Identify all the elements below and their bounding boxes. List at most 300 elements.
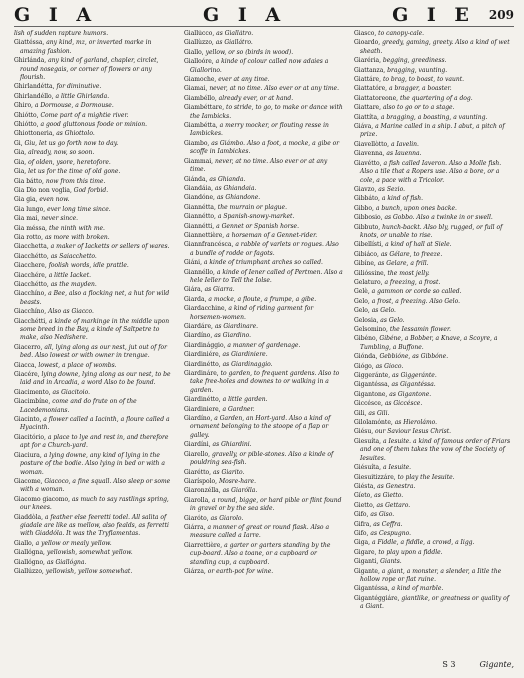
dictionary-entry	[14, 514, 174, 539]
dictionary-entry	[184, 232, 344, 240]
dictionary-entry	[14, 452, 174, 477]
dictionary-entry	[184, 269, 344, 286]
definition: now from this time.	[45, 177, 106, 185]
definition: already, now, so soon.	[28, 149, 95, 157]
headword: Giandóne,	[184, 194, 215, 202]
definition: a lying downe, any kind of lying in the posture of the bodie. Also lying in bed or with a woman.	[20, 451, 165, 476]
definition: as Giardinaggio.	[222, 360, 273, 368]
definition: a Garden, an Hort-yard. Also a kind of ornament belonging to the stoope of a flap or galley.	[190, 415, 331, 439]
dictionary-entry	[184, 85, 344, 93]
dictionary-entry	[354, 438, 514, 463]
definition: a kinde of triumphant arches so called.	[203, 259, 323, 267]
headword: Ghiótto,	[14, 121, 39, 129]
dictionary-entry	[184, 30, 344, 38]
headword: Gibbosio,	[354, 214, 383, 222]
headword: Giaddòla,	[14, 513, 43, 521]
headword: Giára,	[184, 286, 203, 294]
headword: Giavzo,	[354, 185, 377, 193]
headword: Gia bátto,	[14, 177, 44, 185]
dictionary-entry	[354, 530, 514, 538]
definition: already ever, or at hand.	[218, 94, 294, 102]
headword: Gibíne,	[354, 260, 376, 268]
definition: the Iessamin flower.	[389, 326, 452, 333]
headword: Giga,	[354, 539, 371, 547]
definition: a maker of Iacketts or sellers of wares.	[50, 243, 170, 251]
dictionary-entry	[14, 478, 174, 495]
dictionary-entry	[184, 122, 344, 139]
headword: Giesuíta,	[354, 437, 382, 445]
definition: or earth-pot for wine.	[207, 567, 274, 575]
headword: Giardinággio,	[184, 341, 226, 349]
definition: to canopy-cale.	[378, 30, 425, 37]
dictionary-entry	[184, 76, 344, 84]
dictionary-entry	[354, 585, 514, 593]
headword: Gili,	[354, 409, 367, 417]
headword: Gia,	[14, 168, 27, 176]
dictionary-entry	[354, 95, 514, 103]
definition: as Gioco.	[375, 362, 404, 370]
definition: to play upon a fiddle.	[378, 548, 443, 556]
headword: Gelsomino,	[354, 326, 388, 333]
dictionary-entry	[354, 123, 514, 140]
dictionary-entry	[14, 389, 174, 397]
headword: Gelaturo,	[354, 278, 383, 286]
headword: Giannettière,	[184, 231, 225, 239]
dictionary-entry	[354, 335, 514, 352]
headword: Giardíno,	[184, 415, 213, 423]
dictionary-entry	[354, 30, 514, 38]
definition: as Saiacchetto.	[50, 252, 97, 260]
headword: Giattéssa,	[14, 39, 45, 47]
definition: as Iauenna.	[386, 150, 422, 158]
headword: Giacca,	[14, 361, 37, 369]
dictionary-entry	[354, 381, 514, 389]
dictionary-entry	[14, 281, 174, 289]
headword: Giardiniére,	[184, 351, 221, 359]
definition: a Marine called in a ship. I abut, a pitch of prize.	[360, 123, 505, 139]
dictionary-entry	[14, 496, 174, 513]
headword: Giandáia,	[184, 184, 213, 192]
headword: Giacére,	[14, 371, 40, 379]
headword: Giardacchine,	[184, 305, 227, 313]
definition: as Giallátro.	[216, 30, 254, 37]
dictionary-entry	[184, 49, 344, 57]
definition: as Cespugno.	[370, 529, 411, 537]
headword: Giésta,	[354, 482, 376, 490]
definition: ever long time since.	[47, 205, 111, 213]
definition: as Giardiniere.	[222, 351, 268, 359]
column-2	[184, 30, 344, 658]
headword: Giacome,	[14, 477, 43, 485]
dictionary-entry	[354, 391, 514, 399]
definition: a frost, a freezing. Also Gelo.	[371, 297, 461, 305]
headword: Gilióssine,	[354, 269, 386, 277]
headword: Gilolamónte,	[354, 419, 393, 427]
dictionary-entry	[184, 542, 344, 567]
dictionary-entry	[14, 434, 174, 451]
headword: Gelè,	[354, 288, 370, 296]
definition: to stride, to go, to make or dance with the Iambicks.	[190, 104, 343, 120]
headword: Giambéttare,	[184, 104, 225, 112]
definition: Come part of a mightie river.	[40, 111, 129, 119]
headword: Gigantéssa,	[354, 381, 390, 389]
headword: Gíeto,	[354, 492, 373, 500]
definition: as Gietto.	[374, 492, 404, 500]
headword: Giggeránte,	[354, 372, 391, 380]
definition: as Giallógna.	[46, 558, 87, 566]
definition: the murrain or plague.	[217, 203, 287, 211]
headword: Giambo,	[184, 139, 210, 147]
dictionary-entry	[354, 307, 514, 315]
dictionary-entry	[184, 39, 344, 47]
definition: a horseman of a Gennet-rider.	[226, 231, 318, 239]
definition: the ninth with me.	[49, 224, 105, 232]
dictionary-entry	[14, 168, 174, 176]
headword: Giacomo giacomo,	[14, 495, 70, 503]
definition: any kind, mz, or inverted marke in amazing fashion.	[20, 39, 152, 55]
definition: gravelly, or pible-stones. Also a kinde of pouldring sea-fish.	[190, 450, 334, 467]
dictionary-entry	[14, 159, 174, 167]
dictionary-entry	[354, 410, 514, 418]
headword: Gigare,	[354, 548, 377, 556]
definition: a little Ghirlanda.	[55, 92, 110, 100]
headword: Giganti,	[354, 558, 379, 566]
definition: as Giarito.	[212, 468, 245, 476]
definition: as Hierolámo.	[394, 419, 438, 427]
dictionary-entry	[14, 215, 174, 223]
headword: Giacchétti,	[14, 317, 48, 325]
definition: as Giarolo.	[210, 514, 244, 522]
definition: Giants.	[380, 558, 402, 566]
dictionary-entry	[14, 371, 174, 388]
dictionary-entry	[14, 344, 174, 361]
headword: Giallúzzo,	[14, 567, 44, 575]
definition: a little Iacket.	[48, 271, 92, 279]
definition: a kinde of markinge in the middle upon some breed in the Bay, a kinde of Saltpetre to make, also Nedishere.	[20, 317, 170, 342]
definition: as Giardinare.	[214, 323, 259, 330]
headword: Giacimbíne,	[14, 398, 51, 406]
dictionary-entry	[14, 362, 174, 370]
dictionary-entry	[14, 30, 174, 38]
dictionary-entry	[354, 400, 514, 408]
dictionary-entry	[184, 194, 344, 202]
definition: a Gennet or Spanish horse.	[216, 222, 299, 230]
definition: a fish called Iaveron. Also a Molle fish. Also a tile that a Ropers use. Also a bore, or a cole, a pace with a Tricolor.	[360, 159, 502, 184]
dictionary-entry	[354, 224, 514, 241]
headword: Gibiáco,	[354, 250, 379, 258]
headword: Gia Dio non voglia,	[14, 186, 72, 194]
definition: a manner of great or round flask. Also a measure called a Iarre.	[190, 523, 330, 540]
dictionary-entry	[184, 241, 344, 258]
headword: Giacchetta,	[14, 243, 49, 251]
dictionary-entry	[354, 76, 514, 84]
header-center-guideword: G I A	[203, 4, 287, 26]
dictionary-entry	[354, 326, 514, 334]
definition: to garden, to frequent gardens. Also to take free-holes and downes to or walking in a garden.	[190, 370, 340, 394]
dictionary-entry	[184, 515, 344, 523]
definition: giantlike, or greatness or quality of a Giant.	[360, 594, 510, 611]
headword: Gibbo,	[354, 204, 374, 212]
definition: a rabble of varlets or rogues. Also a bundle of rodde or fagots.	[190, 241, 339, 257]
dictionary-entry	[354, 317, 514, 325]
definition: Also as Giacco.	[48, 308, 94, 316]
headword: Giccésce,	[354, 400, 383, 408]
dictionary-entry	[184, 415, 344, 440]
headword: Giattanza,	[354, 66, 386, 74]
definition: yellow, or so (birds in wood).	[205, 48, 294, 56]
dictionary-entry	[14, 130, 174, 138]
dictionary-entry	[354, 363, 514, 371]
definition: a Dormouse, a Dormouse.	[34, 102, 114, 110]
headword: Giattáre,	[354, 76, 382, 84]
headword: Giardinétto,	[184, 396, 221, 404]
dictionary-entry	[184, 351, 344, 359]
definition: a place to lye and rest in, and therefore apt for a Church-yard.	[20, 433, 169, 450]
dictionary-entry	[354, 474, 514, 482]
dictionary-entry	[14, 57, 174, 82]
definition: as Ceffra.	[373, 520, 403, 528]
headword: Giarda,	[184, 295, 207, 303]
dictionary-entry	[14, 102, 174, 110]
headword: Giallógno,	[14, 558, 45, 566]
headword: Gia gia,	[14, 196, 38, 204]
dictionary-entry	[354, 241, 514, 249]
definition: any kind of garland, chapler, circlet, round nosegais, or corner of flowers or any flourish.	[20, 57, 159, 82]
signature-mark: S 3	[442, 660, 456, 669]
headword: Giáva,	[354, 123, 374, 131]
dictionary-entry	[354, 279, 514, 287]
headword: Gibbuto,	[354, 223, 381, 231]
headword: Giacitório,	[14, 433, 46, 441]
definition: as Giallátro.	[215, 39, 253, 47]
definition: a gammon or corde so called.	[371, 288, 462, 296]
definition: Mosre-hare.	[218, 477, 257, 485]
dictionary-entry	[354, 114, 514, 122]
definition: lish of sudden rapture humors.	[14, 30, 109, 37]
definition: a garter or garters standing by the cup-board. Also a toane, or a cupboard or standing cup, a cupboard.	[190, 541, 331, 566]
headword: Giacchere,	[14, 262, 47, 270]
definition: as more with broken.	[44, 233, 110, 241]
headword: Giacchére,	[14, 271, 47, 279]
definition: a kind of hall at Siele.	[385, 241, 452, 249]
dictionary-entry	[354, 251, 514, 259]
definition: yellowish, yellow somewhat.	[45, 567, 133, 575]
headword: Giamai,	[184, 85, 208, 93]
headword: Giamoche,	[184, 76, 217, 84]
definition: as Gelo.	[371, 307, 396, 315]
dictionary-entry	[184, 406, 344, 414]
dictionary-entry	[14, 112, 174, 120]
definition: as Gelare, a frill.	[377, 260, 429, 268]
headword: Gia rotto,	[14, 233, 44, 241]
definition: the most jelly.	[387, 269, 430, 277]
dictionary-entry	[184, 176, 344, 184]
headword: Giacchíno,	[14, 308, 47, 316]
dictionary-entry	[14, 140, 174, 148]
running-header	[14, 4, 514, 26]
dictionary-entry	[354, 511, 514, 519]
dictionary-entry	[14, 290, 174, 307]
dictionary-entry	[14, 225, 174, 233]
definition: foolish words, idle prattle.	[48, 262, 129, 270]
headword: Gifo,	[354, 529, 369, 537]
headword: Gietto,	[354, 501, 375, 509]
dictionary-entry	[184, 332, 344, 340]
headword: Giaríspolo,	[184, 477, 218, 485]
headword: Gia méssa,	[14, 224, 48, 232]
headword: Gia,	[14, 158, 27, 166]
dictionary-entry	[354, 186, 514, 194]
headword: Ghirlandétta,	[14, 83, 55, 91]
definition: a freezing, a frost.	[384, 278, 441, 286]
headword: Giallúcco,	[184, 30, 215, 37]
headword: Giacchíno,	[14, 290, 47, 298]
dictionary-entry	[354, 270, 514, 278]
headword: Giésu,	[354, 428, 374, 436]
dictionary-entry	[184, 396, 344, 404]
definition: as Ghiardini.	[212, 441, 252, 449]
definition: as Sezio.	[378, 185, 405, 193]
definition: as Giacitoio.	[52, 388, 91, 396]
dictionary-entry	[184, 370, 344, 395]
definition: as much to say rastlings spring, our knees.	[20, 495, 169, 512]
definition: a bunch, upon ones backe.	[375, 204, 457, 212]
dictionary-entry	[14, 262, 174, 270]
definition: to brag, to boast, to vaunt.	[382, 76, 465, 84]
headword: Giannéllo,	[184, 268, 215, 276]
dictionary-entry	[184, 497, 344, 514]
dictionary-entry	[354, 288, 514, 296]
definition: a merry mocker, or flouting resse in Iambickes.	[190, 122, 329, 138]
dictionary-entry	[354, 428, 514, 436]
headword: Giattare,	[354, 104, 382, 112]
headword: Gigante,	[354, 567, 380, 575]
definition: as Gobbo. Also a twinke in or swell.	[384, 214, 493, 222]
definition: hunch-backt. Also bly, rugged, or full of knots, or unable to rise.	[360, 223, 503, 239]
headword: Gibellísti,	[354, 241, 384, 249]
dictionary-entry	[354, 502, 514, 510]
headword: Giannétta,	[184, 203, 216, 211]
definition: as Genestra.	[377, 482, 416, 490]
dictionary-entry	[184, 568, 344, 576]
headword: Giárra,	[184, 523, 206, 531]
dictionary-entry	[14, 559, 174, 567]
headword: Gia lungo,	[14, 205, 46, 213]
dictionary-entry	[184, 158, 344, 175]
dictionary-entry	[354, 160, 514, 185]
definition: as Gigantone.	[389, 390, 432, 398]
definition: a kind of marble.	[391, 585, 444, 593]
definition: never, at no time. Also ever or at any time.	[209, 85, 339, 93]
dictionary-entry	[354, 205, 514, 213]
headword: Giárza,	[184, 567, 206, 575]
dictionary-entry	[354, 195, 514, 203]
dictionary-entry	[184, 259, 344, 267]
headword: Giambéllo,	[184, 94, 217, 102]
definition: for diminutive.	[56, 83, 102, 91]
headword: Giardíno,	[184, 332, 213, 340]
headword: Gia,	[14, 149, 27, 157]
dictionary-entry	[184, 204, 344, 212]
headword: Gelosia,	[354, 316, 379, 324]
dictionary-entry	[184, 478, 344, 486]
definition: a kind of fish.	[381, 195, 424, 203]
headword: Gelo,	[354, 307, 370, 315]
definition: a flower called a Iacinth, a floure called a Hyacinth.	[20, 416, 170, 432]
definition: a Gardner.	[222, 405, 255, 413]
dictionary-entry	[14, 178, 174, 186]
dictionary-entry	[184, 104, 344, 121]
headword: Giésuíta,	[354, 464, 382, 472]
dictionary-entry	[14, 568, 174, 576]
dictionary-entry	[354, 57, 514, 65]
dictionary-entry	[184, 524, 344, 541]
definition: Giu, let us go forth now to day.	[24, 139, 119, 147]
dictionary-entry	[14, 308, 174, 316]
headword: Giónda,	[354, 353, 378, 361]
dictionary-entry	[184, 342, 344, 350]
dictionary-entry	[14, 187, 174, 195]
definition: as Giardino.	[214, 332, 251, 340]
headword: Gioardo,	[354, 39, 381, 47]
dictionary-entry	[354, 419, 514, 427]
headword: Giáni,	[184, 259, 202, 267]
definition: a yellow or mealy yellow.	[35, 539, 112, 547]
column-3	[354, 30, 514, 658]
headword: Giallo,	[184, 48, 204, 56]
dictionary-entry	[354, 260, 514, 268]
dictionary-entry	[184, 361, 344, 369]
dictionary-entry	[184, 451, 344, 468]
definition: yellowish, somewhat yellow.	[46, 549, 133, 557]
dictionary-entry	[14, 549, 174, 557]
definition: never since.	[41, 215, 79, 223]
definition: Gebbióne, as Gibbóne.	[379, 353, 449, 361]
definition: a kind of riding garment for horsemen-women.	[190, 305, 314, 321]
headword: Gifo,	[354, 511, 369, 519]
headword: Ghiro,	[14, 102, 33, 110]
definition: of olden, ysore, heretofore.	[28, 158, 111, 166]
page-number: 209	[488, 8, 514, 22]
headword: Gigantéggiáre,	[354, 594, 400, 602]
dictionary-entry	[354, 464, 514, 472]
dictionary-entry	[354, 298, 514, 306]
definition: as Giámbo. Also a foot, a mocke, a gibe or scoffe in Iambickes.	[190, 139, 340, 156]
dictionary-entry	[354, 85, 514, 93]
headword: Giarétto,	[184, 468, 212, 476]
headword: Giallùzzo,	[184, 39, 214, 47]
headword: Gelo,	[354, 297, 370, 305]
definition: a Fiddle, a fiddle, a crowd, a Iigg.	[371, 539, 475, 547]
headword: Giaciura,	[14, 451, 42, 459]
headword: Giallo,	[14, 539, 34, 547]
definition: a mocke, a floute, a frumpe, a gibe.	[208, 295, 317, 303]
headword: Ghiótto,	[14, 111, 39, 119]
definition: as Giarólla.	[222, 487, 258, 495]
headword: Gialloóre,	[184, 58, 214, 66]
dictionary-entry	[14, 196, 174, 204]
definition: bragging, vaunting.	[387, 66, 448, 74]
headword: Giacinto,	[14, 416, 42, 424]
definition: God forbid.	[73, 186, 109, 194]
headword: Giaronzélla,	[184, 487, 221, 495]
headword: Giavellòtto,	[354, 140, 390, 148]
definition: a kinde of Iener called of Pertmen. Also a hele Ieller to Tell the Iolse.	[190, 268, 343, 284]
headword: Giacchétto,	[14, 280, 49, 288]
dictionary-entry	[354, 483, 514, 491]
columns-container	[14, 30, 514, 658]
definition: to play the Iesuite.	[397, 473, 455, 481]
